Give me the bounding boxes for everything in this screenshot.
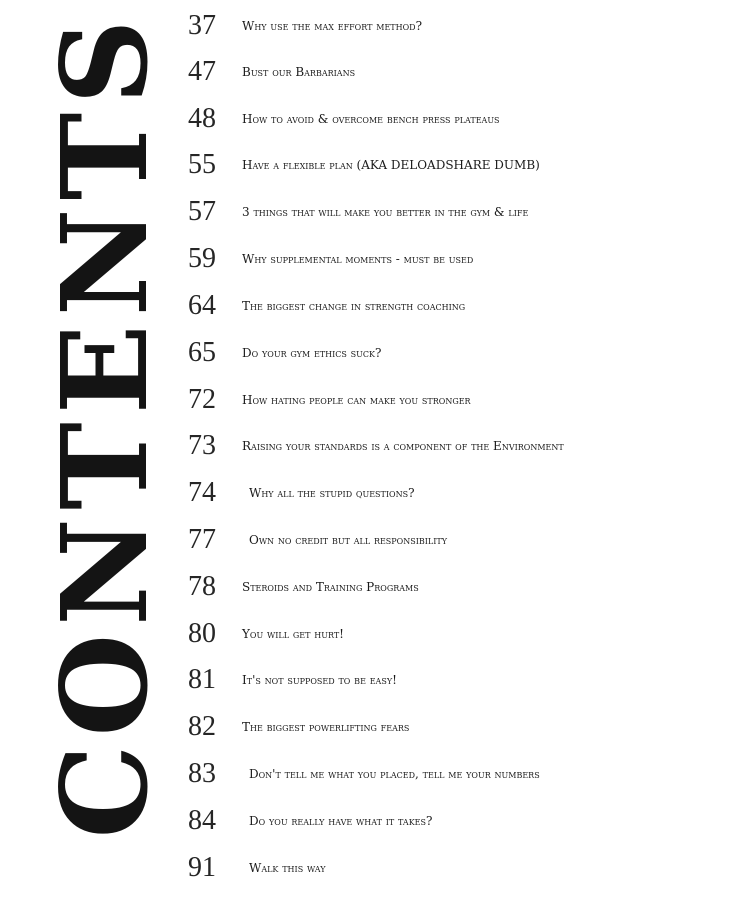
toc-page-number: 72: [188, 384, 216, 415]
toc-entry[interactable]: [188, 709, 409, 745]
toc-title: How hating people can make you stronger: [242, 393, 471, 407]
toc-entry[interactable]: [188, 194, 528, 230]
toc-page-number: 74: [188, 477, 216, 508]
toc-page-number: 78: [188, 571, 216, 602]
toc-title: Bust our Barbarians: [242, 65, 356, 79]
toc-entry[interactable]: [188, 428, 564, 464]
toc-entry[interactable]: [188, 616, 344, 652]
toc-page-number: 73: [188, 430, 216, 461]
toc-title: It's not supposed to be easy!: [242, 673, 397, 687]
toc-entry[interactable]: [188, 662, 397, 698]
toc-entry[interactable]: [188, 288, 465, 324]
toc-title: Why all the stupid questions?: [249, 486, 415, 500]
toc-title: How to avoid & overcome bench press plateaus: [242, 112, 500, 126]
toc-entry[interactable]: [188, 475, 415, 511]
toc-entry[interactable]: [188, 522, 447, 558]
toc-entry[interactable]: [188, 101, 500, 137]
toc-page-number: 83: [188, 758, 216, 789]
toc-title: Own no credit but all responsibility: [249, 533, 447, 547]
contents-sidebar: [35, 11, 174, 839]
toc-title: Walk this way: [249, 861, 326, 875]
toc-title: Why supplemental moments - must be used: [242, 252, 474, 266]
toc-title: Why use the max effort method?: [242, 19, 423, 33]
toc-title: 3 things that will make you better in the gym & life: [242, 205, 529, 219]
toc-page-number: 57: [188, 196, 216, 227]
toc-page-number: 81: [188, 664, 216, 695]
toc-entry[interactable]: [188, 803, 432, 839]
toc-entry[interactable]: [188, 335, 381, 371]
toc-entry[interactable]: [188, 8, 422, 44]
toc-title: Don't tell me what you placed, tell me your numbers: [249, 767, 540, 781]
toc-page-number: 65: [188, 337, 216, 368]
toc-title: The biggest powerlifting fears: [242, 720, 410, 734]
toc-title: Have a flexible plan (AKA DELOADSHARE DUMB): [242, 158, 540, 172]
toc-page-number: 91: [188, 852, 216, 883]
toc-page-number: 59: [188, 243, 216, 274]
toc-entry[interactable]: [188, 54, 355, 90]
toc-entry[interactable]: [188, 241, 473, 277]
toc-title: You will get hurt!: [242, 627, 344, 641]
toc-page-number: 84: [188, 805, 216, 836]
toc-entry[interactable]: [188, 382, 471, 418]
toc-entry[interactable]: [188, 569, 419, 605]
toc-title: Steroids and Training Programs: [242, 580, 419, 594]
toc-page-number: 55: [188, 149, 216, 180]
toc-title: Raising your standards is a component of the Environment: [242, 439, 564, 453]
toc-title: The biggest change in strength coaching: [242, 299, 466, 313]
toc-entry[interactable]: [188, 147, 540, 183]
toc-page-number: 64: [188, 290, 216, 321]
toc-title: Do your gym ethics suck?: [242, 346, 382, 360]
toc-page-number: 80: [188, 618, 216, 649]
toc-page-number: 47: [188, 56, 216, 87]
toc-entry[interactable]: [188, 756, 540, 792]
toc-entry[interactable]: [188, 850, 326, 886]
toc-title: Do you really have what it takes?: [249, 814, 433, 828]
toc-page-number: 48: [188, 103, 216, 134]
toc-page-number: 37: [188, 10, 216, 41]
contents-title: CONTENTS: [35, 11, 174, 839]
toc-page-number: 77: [188, 524, 216, 555]
toc-page-number: 82: [188, 711, 216, 742]
